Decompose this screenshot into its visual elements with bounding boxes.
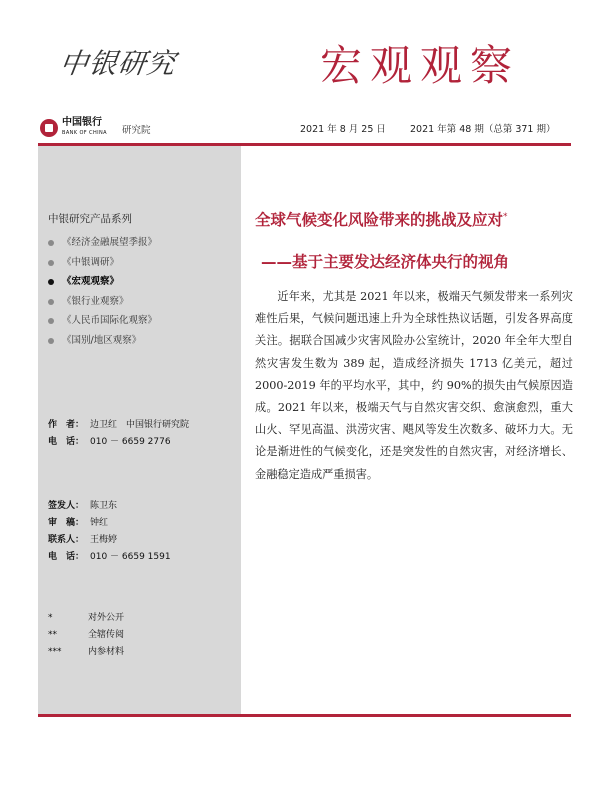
- publication-title: 宏观观察: [320, 41, 521, 90]
- bullet-icon: [48, 279, 54, 285]
- author-phone-row: 电 话： 010 － 6659 2776: [48, 437, 171, 447]
- bullet-icon: [48, 260, 54, 266]
- contact-phone-row: 电 话： 010 － 6659 1591: [48, 552, 171, 562]
- series-item-active: 《宏观观察》: [48, 276, 157, 296]
- bank-of-china-emblem-icon: [40, 119, 58, 137]
- series-item: 《中银调研》: [48, 257, 157, 277]
- legend-internal: ** 全辖传阅: [48, 630, 125, 640]
- reviewer-row: 审 稿： 钟红: [48, 518, 109, 528]
- bank-name-cn: 中国银行: [62, 117, 102, 128]
- brand-logo-script: 中银研究: [57, 47, 179, 80]
- institute-label: 研究院: [122, 125, 151, 136]
- bank-logo: [40, 116, 107, 140]
- article-subtitle: ——基于主要发达经济体央行的视角: [261, 253, 510, 271]
- series-item: 《国别/地区观察》: [48, 335, 157, 355]
- bullet-icon: [48, 338, 54, 344]
- issue-number: 2021 年第 48 期（总第 371 期）: [410, 124, 556, 135]
- series-title: 中银研究产品系列: [48, 213, 132, 225]
- article-paragraph: 近年来，尤其是 2021 年以来，极端天气频发带来一系列灾难性后果，气候问题迅速上升为全球性热议话题，引发各界高度关注。据联合国减少灾害风险办公室统计，2020 年全年大型自然灾害发生数为 389 起，造成经济损失 1713 亿美元，超过 2000-2019 年的平均水平，其中，约 90%的损失由气候原因造成。2021 年以来，极端天气与自然灾害交织、愈演愈烈，重大山火、罕见高温、洪涝灾害、飓风等发生次数多、破坏力大。无论是渐进性的气候变化，还是突发性的自然灾害，对经济增长、金融稳定造成严重损害。: [255, 290, 573, 481]
- footnote-mark: *: [503, 211, 508, 222]
- bullet-icon: [48, 299, 54, 305]
- footer-divider: [38, 714, 571, 717]
- series-item: 《银行业观察》: [48, 296, 157, 316]
- author-row: 作 者： 边卫红 中国银行研究院: [48, 420, 190, 430]
- contact-row: 联系人： 王梅婷: [48, 535, 118, 545]
- legend-public: * 对外公开: [48, 613, 125, 623]
- series-item: 《经济金融展望季报》: [48, 237, 157, 257]
- article-title: 全球气候变化风险带来的挑战及应对*: [255, 211, 508, 229]
- signer-row: 签发人： 陈卫东: [48, 501, 118, 511]
- series-list: [48, 237, 157, 355]
- bullet-icon: [48, 240, 54, 246]
- bullet-icon: [48, 318, 54, 324]
- issue-date: 2021 年 8 月 25 日: [300, 124, 386, 135]
- bank-name-en: BANK OF CHINA: [62, 130, 107, 136]
- legend-confidential: *** 内参材料: [48, 647, 125, 657]
- series-item: 《人民币国际化观察》: [48, 315, 157, 335]
